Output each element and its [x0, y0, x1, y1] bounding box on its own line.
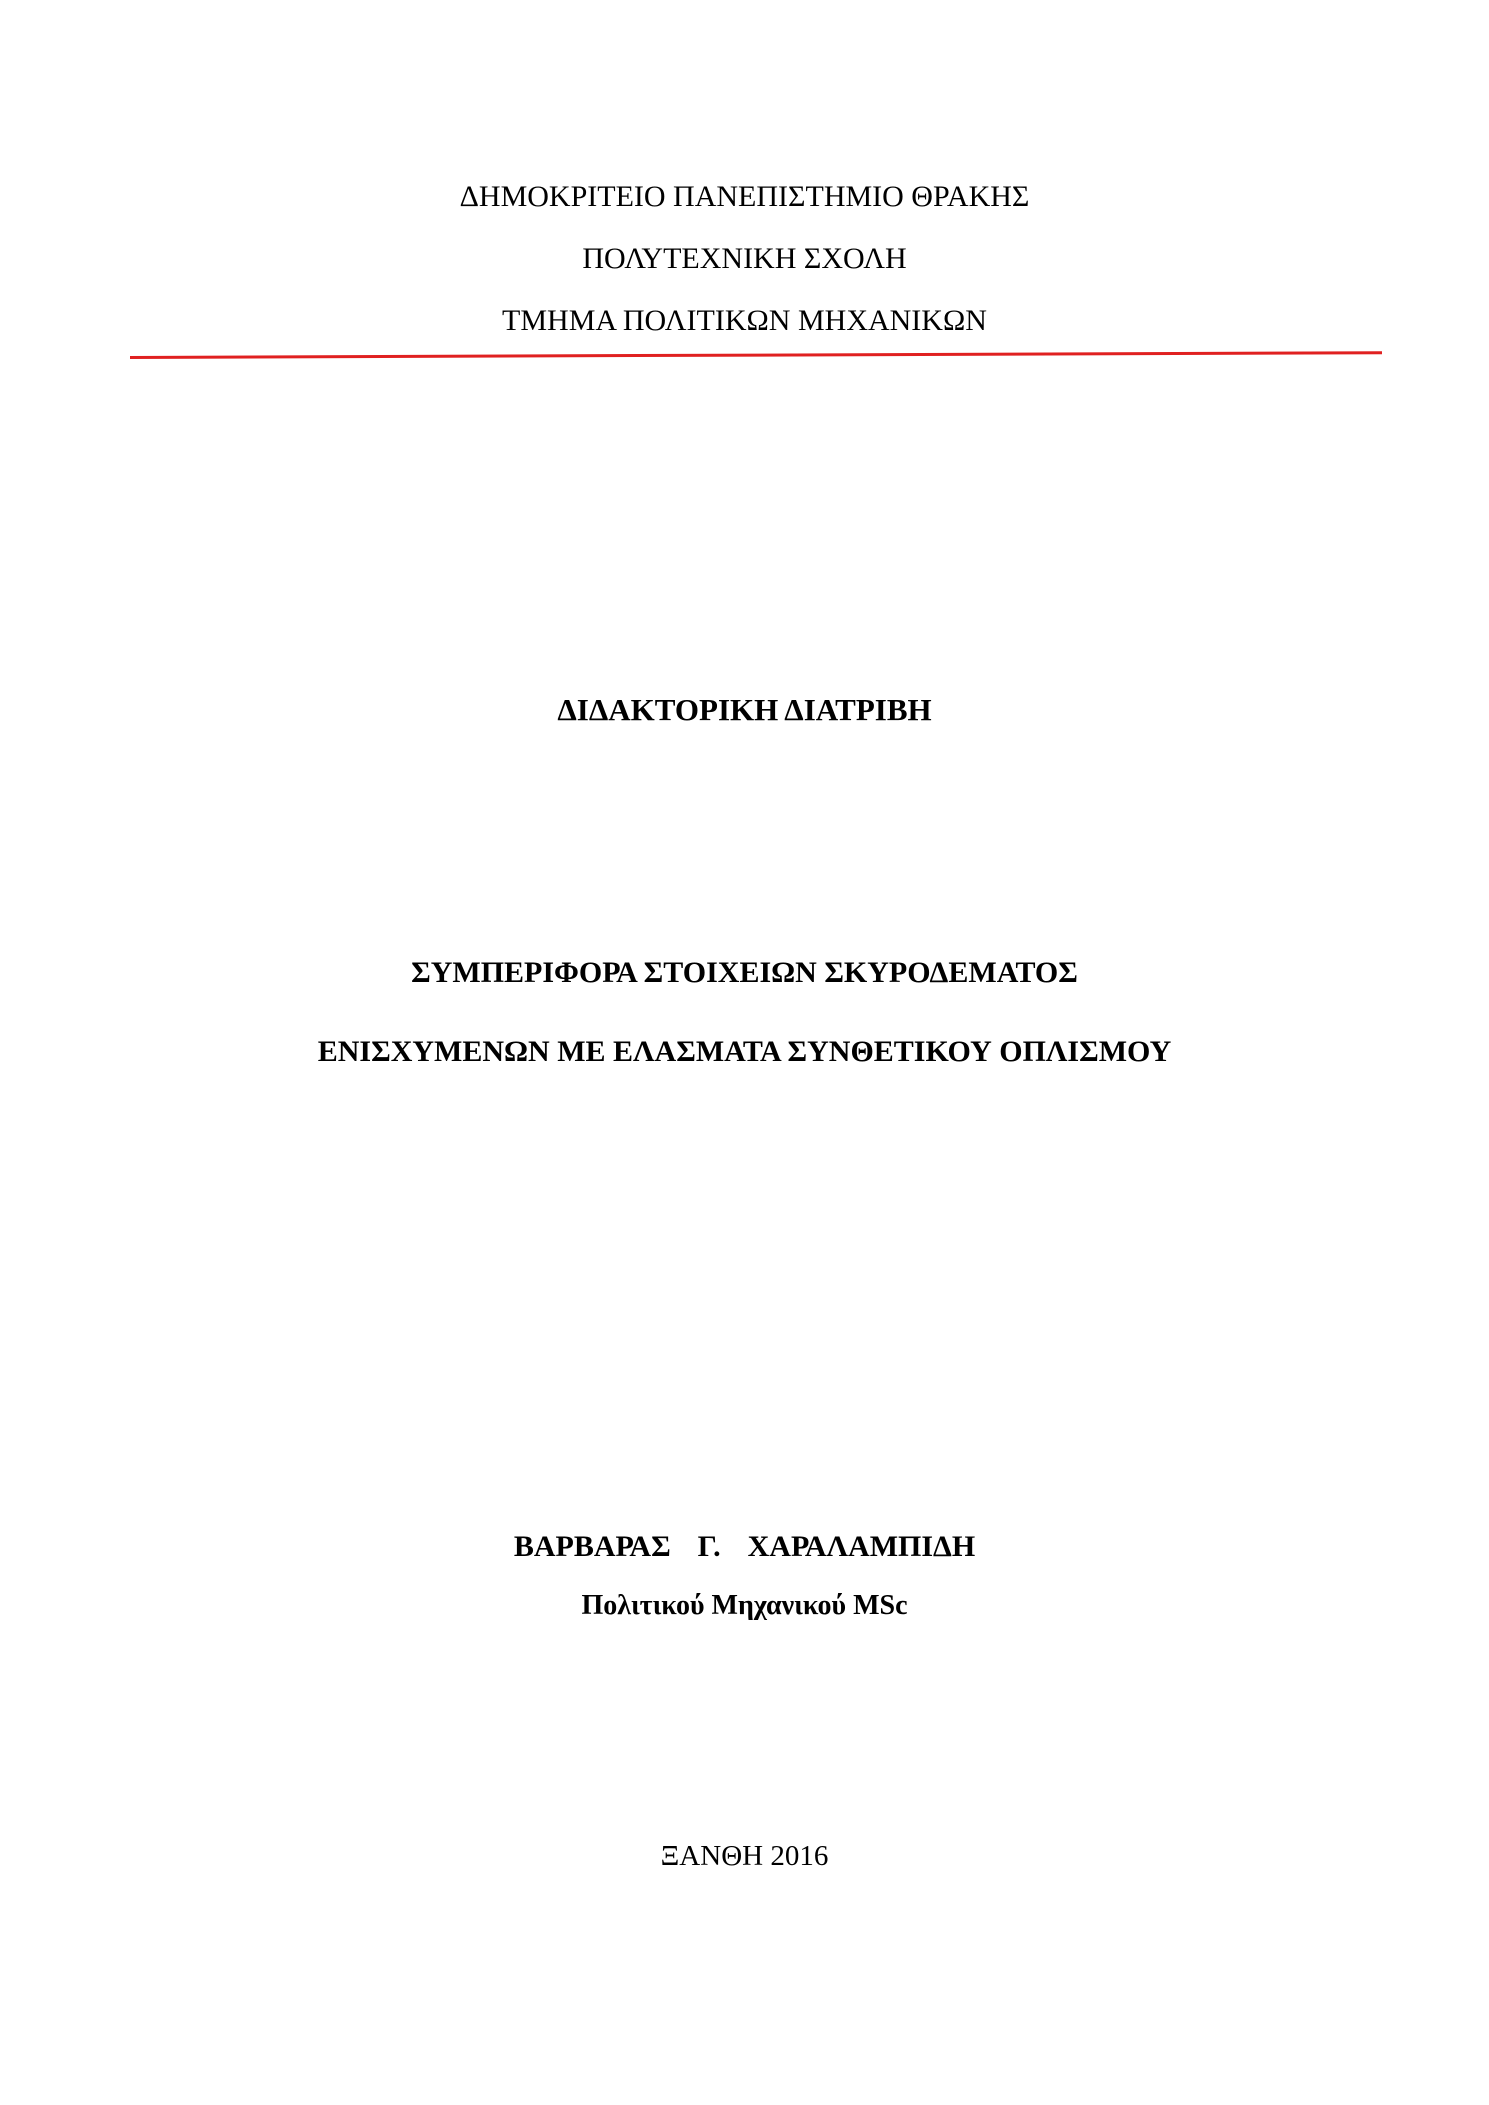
thesis-title-line-1: ΣΥΜΠΕΡΙΦΟΡΑ ΣΤΟΙΧΕΙΩΝ ΣΚΥΡΟΔΕΜΑΤΟΣ [411, 956, 1078, 989]
school-name: ΠΟΛΥΤΕΧΝΙΚΗ ΣΧΟΛΗ [582, 242, 907, 275]
place-and-year: ΞΑΝΘΗ 2016 [660, 1840, 829, 1872]
author-name: ΒΑΡΒΑΡΑΣ Γ. ΧΑΡΑΛΑΜΠΙΔΗ [513, 1530, 976, 1563]
thesis-title-line-2: ΕΝΙΣΧΥΜΕΝΩΝ ΜΕ ΕΛΑΣΜΑΤΑ ΣΥΝΘΕΤΙΚΟΥ ΟΠΛΙΣΜΟΥ [317, 1035, 1172, 1068]
department-name: ΤΜΗΜΑ ΠΟΛΙΤΙΚΩΝ ΜΗΧΑΝΙΚΩΝ [502, 304, 987, 337]
university-name: ΔΗΜΟΚΡΙΤΕΙΟ ΠΑΝΕΠΙΣΤΗΜΙΟ ΘΡΑΚΗΣ [459, 180, 1030, 213]
document-type: ΔΙΔΑΚΤΟΡΙΚΗ ΔΙΑΤΡΙΒΗ [557, 692, 932, 727]
header-divider [130, 351, 1382, 359]
author-role: Πολιτικού Μηχανικού MSc [581, 1590, 908, 1621]
